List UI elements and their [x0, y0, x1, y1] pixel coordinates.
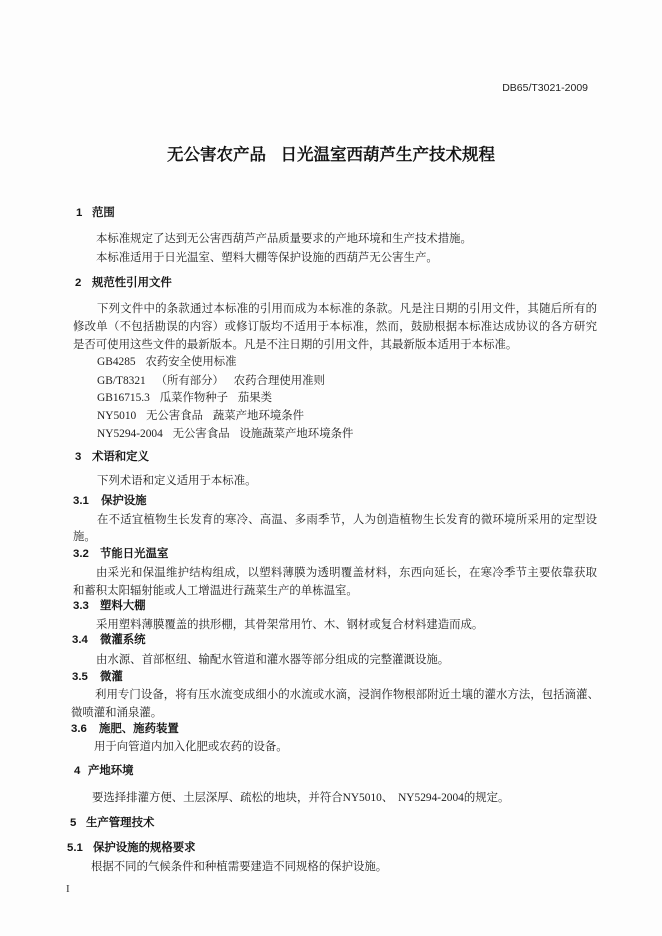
paragraph-line: 和蓄积太阳辐射能或人工增温进行蔬菜生产的单栋温室。 — [73, 585, 358, 597]
paragraph-line: 是否可使用这些文件的最新版本。凡是不注日期的引用文件，其最新版本适用于本标准。 — [73, 339, 518, 351]
paragraph-line: 本标准规定了达到无公害西葫芦产品质量要求的产地环境和生产技术措施。 — [96, 233, 472, 245]
section-heading: 规范性引用文件 — [92, 277, 172, 289]
term-number: 3.4 — [72, 634, 88, 646]
reference-item: GB16715.3 瓜菜作物种子 茄果类 — [97, 392, 273, 404]
paragraph-line: 微喷灌和涌泉灌。 — [71, 707, 163, 719]
section-heading: 生产管理技术 — [86, 817, 155, 829]
section-heading: 范围 — [92, 207, 115, 219]
subsection-number: 5.1 — [67, 842, 83, 854]
paragraph-line: 采用塑料薄膜覆盖的拱形棚，其骨架常用竹、木、钢材或复合材料建造而成。 — [96, 619, 484, 631]
reference-item: NY5010 无公害食品 蔬菜产地环境条件 — [97, 410, 305, 422]
document-title: 无公害农产品 日光温室西葫芦生产技术规程 — [166, 146, 496, 164]
reference-item: GB/T8321 （所有部分） 农药合理使用准则 — [97, 375, 325, 387]
paragraph-line: 利用专门设备，将有压水流变成细小的水流或水滴，浸润作物根部附近土壤的灌水方法，包括滴灌、 — [95, 689, 599, 701]
section-number: 5 — [70, 817, 77, 829]
term-number: 3.5 — [72, 671, 88, 683]
paragraph-line: 下列文件中的条款通过本标准的引用而成为本标准的条款。凡是注日期的引用文件，其随后所有的 — [97, 303, 597, 315]
subsection-heading: 保护设施的规格要求 — [93, 842, 196, 854]
page-number: I — [66, 883, 70, 895]
section-number: 1 — [76, 207, 83, 219]
term-number: 3.1 — [73, 495, 89, 507]
paragraph-line: 由水源、首部枢纽、输配水管道和灌水器等部分组成的完整灌溉设施。 — [96, 654, 450, 666]
section-heading: 产地环境 — [88, 765, 134, 777]
paragraph-line: 施。 — [73, 531, 96, 543]
section-heading: 术语和定义 — [92, 451, 149, 463]
section-number: 2 — [75, 277, 82, 289]
paragraph-line: 用于向管道内加入化肥或农药的设备。 — [94, 741, 288, 753]
paragraph-line: 根据不同的气候条件和种植需要建造不同规格的保护设施。 — [91, 861, 388, 873]
term-number: 3.6 — [71, 723, 87, 735]
term-name: 微灌系统 — [100, 634, 146, 646]
term-name: 节能日光温室 — [100, 548, 169, 560]
term-name: 施肥、施药装置 — [99, 723, 179, 735]
reference-item: GB4285 农药安全使用标准 — [97, 356, 237, 368]
term-number: 3.2 — [73, 548, 89, 560]
paragraph-line: 下列术语和定义适用于本标准。 — [97, 475, 257, 487]
paragraph-line: 修改单（不包括勘误的内容）或修订版均不适用于本标准，然而，鼓励根据本标准达成协议的各方研究 — [73, 321, 597, 333]
term-name: 保护设施 — [101, 495, 147, 507]
paragraph-line: 要选择排灌方便、土层深厚、疏松的地块，并符合NY5010、 NY5294-2004的规定。 — [92, 792, 510, 804]
reference-item: NY5294-2004 无公害食品 设施蔬菜产地环境条件 — [97, 428, 354, 440]
standard-code: DB65/T3021-2009 — [502, 82, 588, 94]
term-name: 微灌 — [100, 671, 123, 683]
paragraph-line: 在不适宜植物生长发育的寒冷、高温、多雨季节，人为创造植物生长发育的微环境所采用的定型设 — [97, 514, 597, 526]
paragraph-line: 本标准适用于日光温室、塑料大棚等保护设施的西葫芦无公害生产。 — [96, 252, 438, 264]
paragraph-line: 由采光和保温维护结构组成，以塑料薄膜为透明覆盖材料，东西向延长，在寒冷季节主要依靠获取 — [96, 567, 597, 579]
term-number: 3.3 — [73, 600, 89, 612]
term-name: 塑料大棚 — [100, 600, 146, 612]
section-number: 4 — [74, 765, 81, 777]
section-number: 3 — [75, 451, 82, 463]
